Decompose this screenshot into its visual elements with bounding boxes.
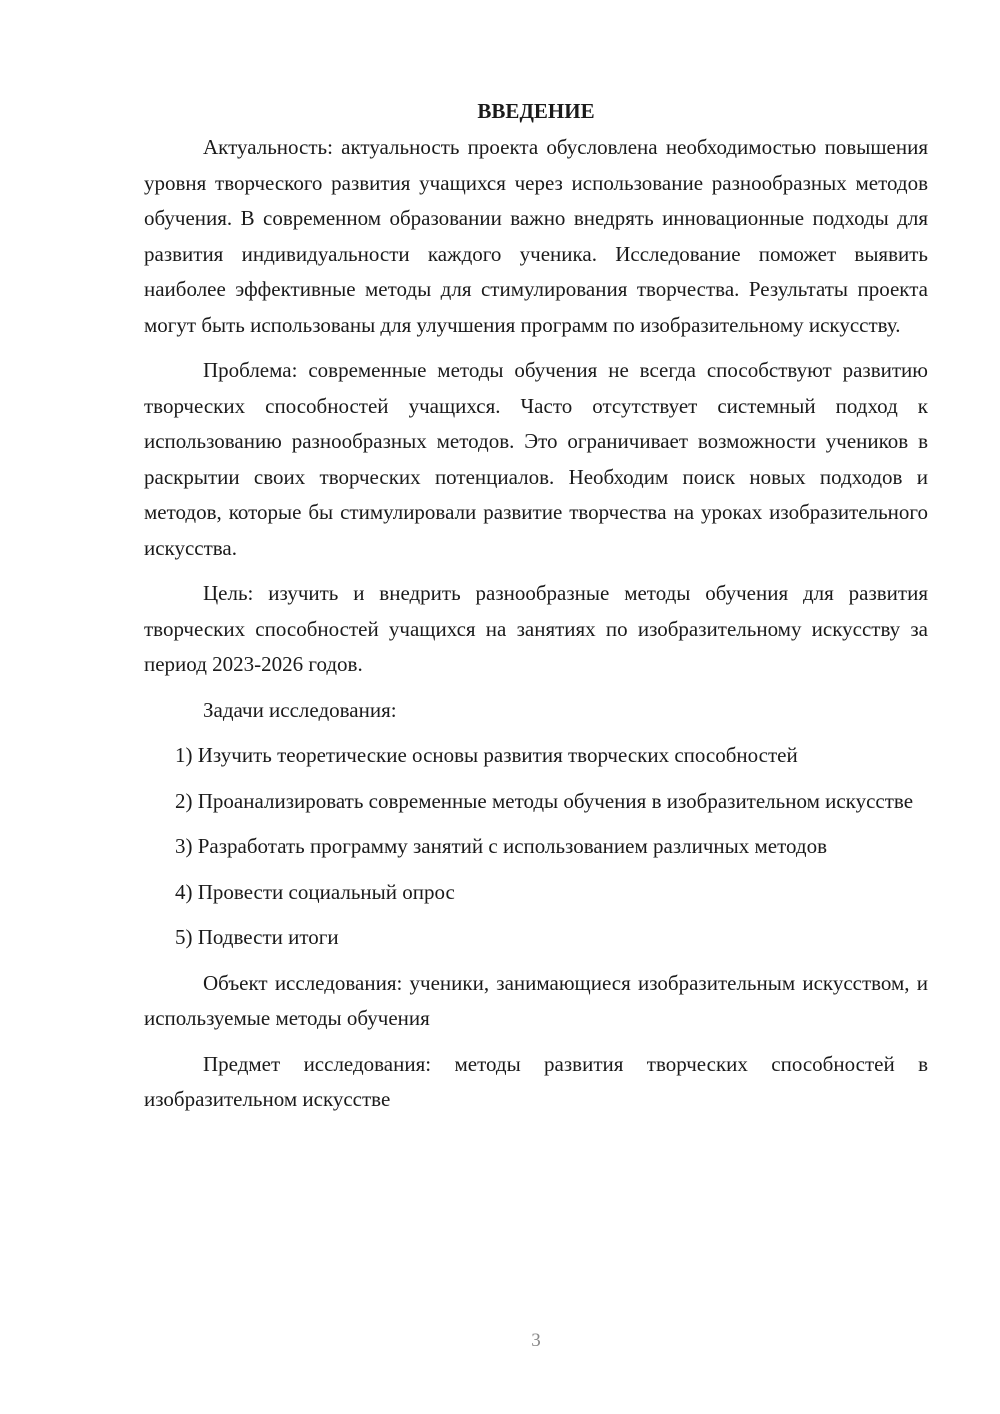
paragraph-relevance: Актуальность: актуальность проекта обусловлена необходимостью повышения уровня творческого развития учащихся через использование разнообразных методов обучения. В современном образовании важно внедрять инновационные подходы для развития индивидуальности каждого ученика. Исследование поможет выявить наиболее эффективные методы для стимулирования творчества. Результаты проекта могут быть использованы для улучшения программ по изобразительному искусству. — [144, 135, 928, 337]
document-page — [144, 96, 928, 1128]
paragraph-problem: Проблема: современные методы обучения не всегда способствуют развитию творческих способностей учащихся. Часто отсутствует системный подход к использованию разнообразных методов. Это ограничивает возможности учеников в раскрытии своих творческих потенциалов. Необходим поиск новых подходов и методов, которые бы стимулировали развитие творчества на уроках изобразительного искусства. — [144, 358, 928, 560]
task-item: 1) Изучить теоретические основы развития творческих способностей — [175, 743, 798, 767]
tasks-heading: Задачи исследования: — [203, 697, 397, 722]
task-item: 5) Подвести итоги — [175, 925, 339, 949]
paragraph-object: Объект исследования: ученики, занимающиеся изобразительным искусством, и используемые методы обучения — [144, 970, 928, 1030]
paragraph-goal: Цель: изучить и внедрить разнообразные методы обучения для развития творческих способностей учащихся на занятиях по изобразительному искусству за период 2023-2026 годов. — [144, 581, 928, 676]
task-item: 4) Провести социальный опрос — [175, 879, 455, 904]
tasks-list — [144, 738, 928, 956]
task-item: 2) Проанализировать современные методы обучения в изобразительном искусстве — [175, 788, 914, 813]
task-item: 3) Разработать программу занятий с использованием различных методов — [175, 834, 828, 858]
paragraph-subject: Предмет исследования: методы развития творческих способностей в изобразительном искусстве — [144, 1051, 928, 1111]
section-title: ВВЕДЕНИЕ — [477, 99, 595, 123]
page-number: 3 — [531, 1330, 541, 1351]
